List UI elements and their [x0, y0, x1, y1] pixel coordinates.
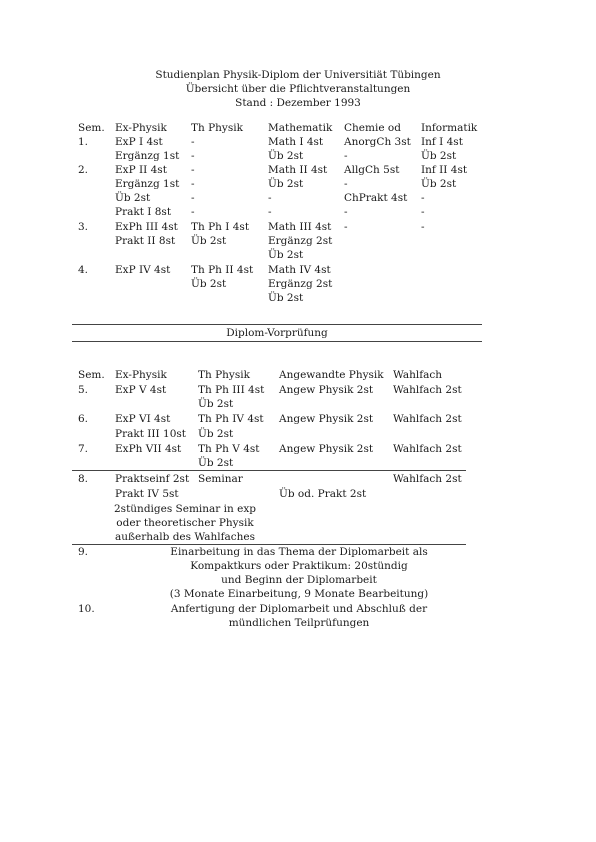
- sem10-text-line: Anfertigung der Diplomarbeit und Abschluß der: [170, 603, 428, 615]
- table-cell: Th Ph III 4st: [198, 384, 265, 396]
- table-cell: ExPh III 4st: [115, 221, 178, 233]
- table-cell: Üb 2st: [421, 178, 457, 190]
- table-cell: Th Ph V 4st: [198, 443, 260, 455]
- table-cell: -: [421, 192, 425, 204]
- sem9-text-line: und Beginn der Diplomarbeit: [221, 574, 377, 586]
- table-cell: ChPrakt 4st: [344, 192, 408, 204]
- semester-number: 4.: [78, 264, 89, 276]
- semester-number: 1.: [78, 136, 89, 148]
- sem9-text-line: Kompaktkurs oder Praktikum: 20stündig: [190, 560, 408, 572]
- table-cell: Praktseinf 2st: [115, 473, 190, 485]
- table-cell: -: [344, 206, 348, 218]
- semester-number: 3.: [78, 221, 89, 233]
- table-cell: Seminar: [198, 473, 243, 485]
- table-cell: Üb 2st: [268, 249, 304, 261]
- table-cell: Inf II 4st: [421, 164, 468, 176]
- header-cell: Mathematik: [268, 122, 333, 134]
- header-cell: Ex-Physik: [115, 369, 167, 381]
- table-cell: Th Ph IV 4st: [198, 413, 264, 425]
- semester-number: 5.: [78, 384, 89, 396]
- seminar-note-line: außerhalb des Wahlfaches: [114, 531, 256, 543]
- diplom-vorpruefung-label: Diplom-Vorprüfung: [226, 327, 328, 339]
- sem9-top-rule: [72, 544, 466, 545]
- table-cell: Th Ph I 4st: [191, 221, 250, 233]
- semester-number: 6.: [78, 413, 89, 425]
- table-cell: Inf I 4st: [421, 136, 463, 148]
- table-cell: Üb 2st: [191, 278, 227, 290]
- table-cell: Prakt III 10st: [115, 428, 187, 440]
- table-cell: -: [268, 206, 272, 218]
- table-cell: Angew Physik 2st: [279, 384, 374, 396]
- semester-number: 9.: [78, 546, 89, 558]
- table-cell: Wahlfach 2st: [393, 413, 462, 425]
- table-cell: Üb 2st: [191, 235, 227, 247]
- table-cell: Angew Physik 2st: [279, 413, 374, 425]
- semester-number: 7.: [78, 443, 89, 455]
- table-cell: Üb 2st: [268, 150, 304, 162]
- table-cell: ExP I 4st: [115, 136, 163, 148]
- sem10-text-line: mündlichen Teilprüfungen: [228, 617, 370, 629]
- semester-number: 2.: [78, 164, 89, 176]
- table-cell: Wahlfach 2st: [393, 443, 462, 455]
- header-cell: Chemie od: [344, 122, 401, 134]
- header-cell: Informatik: [421, 122, 478, 134]
- table-cell: -: [191, 178, 195, 190]
- table-cell: Wahlfach 2st: [393, 473, 462, 485]
- table-cell: Prakt IV 5st: [115, 488, 179, 500]
- seminar-note-line: 2stündiges Seminar in exp: [114, 503, 256, 515]
- document-subtitle: Übersicht über die Pflichtveranstaltungen: [185, 83, 411, 95]
- table-cell: -: [344, 221, 348, 233]
- table-cell: Ergänzg 1st: [115, 150, 180, 162]
- table-cell: -: [191, 136, 195, 148]
- table-cell: AllgCh 5st: [344, 164, 400, 176]
- header-cell: Sem.: [78, 122, 105, 134]
- table-cell: Üb 2st: [268, 178, 304, 190]
- table-cell: -: [421, 206, 425, 218]
- table-cell: -: [191, 164, 195, 176]
- header-cell: Sem.: [78, 369, 105, 381]
- table-cell: ExP IV 4st: [115, 264, 171, 276]
- semester-number: 8.: [78, 473, 89, 485]
- table-cell: ExPh VII 4st: [115, 443, 182, 455]
- table-cell: Üb 2st: [268, 292, 304, 304]
- document-title: Studienplan Physik-Diplom der Universitiät Tübingen: [155, 69, 441, 81]
- header-cell: Wahlfach: [393, 369, 443, 381]
- table-cell: Üb 2st: [198, 398, 234, 410]
- sem9-text-line: (3 Monate Einarbeitung, 9 Monate Bearbeitung): [169, 588, 429, 600]
- table-cell: Üb 2st: [198, 457, 234, 469]
- table-cell: Üb od. Prakt 2st: [279, 488, 367, 500]
- table-cell: -: [191, 192, 195, 204]
- table-cell: Prakt II 8st: [115, 235, 176, 247]
- table-cell: -: [344, 150, 348, 162]
- table-cell: Prakt I 8st: [115, 206, 172, 218]
- table-cell: AnorgCh 3st: [344, 136, 411, 148]
- table-cell: Math IV 4st: [268, 264, 331, 276]
- table-cell: Ergänzg 1st: [115, 178, 180, 190]
- table-cell: ExP VI 4st: [115, 413, 171, 425]
- sem8-top-rule: [72, 470, 466, 471]
- header-cell: Th Physik: [191, 122, 243, 134]
- table-cell: Angew Physik 2st: [279, 443, 374, 455]
- table-cell: Ergänzg 2st: [268, 278, 333, 290]
- table-cell: Üb 2st: [198, 428, 234, 440]
- table-cell: Ergänzg 2st: [268, 235, 333, 247]
- table-cell: Math II 4st: [268, 164, 328, 176]
- table-cell: Math III 4st: [268, 221, 332, 233]
- table-cell: -: [421, 221, 425, 233]
- table-cell: -: [191, 150, 195, 162]
- table-cell: Üb 2st: [421, 150, 457, 162]
- table-cell: Wahlfach 2st: [393, 384, 462, 396]
- table-cell: Üb 2st: [115, 192, 151, 204]
- table-cell: -: [344, 178, 348, 190]
- header-cell: Angewandte Physik: [279, 369, 384, 381]
- table-cell: ExP II 4st: [115, 164, 167, 176]
- divider-top-rule: [72, 324, 482, 325]
- table-cell: -: [268, 192, 272, 204]
- sem9-text-line: Einarbeitung in das Thema der Diplomarbeit als: [170, 546, 428, 558]
- header-cell: Th Physik: [198, 369, 250, 381]
- semester-number: 10.: [78, 603, 95, 615]
- table-cell: ExP V 4st: [115, 384, 167, 396]
- table-cell: Th Ph II 4st: [191, 264, 254, 276]
- divider-bottom-rule: [72, 341, 482, 342]
- table-cell: Math I 4st: [268, 136, 324, 148]
- header-cell: Ex-Physik: [115, 122, 167, 134]
- table-cell: -: [191, 206, 195, 218]
- seminar-note-line: oder theoretischer Physik: [116, 517, 254, 529]
- document-date: Stand : Dezember 1993: [235, 97, 361, 109]
